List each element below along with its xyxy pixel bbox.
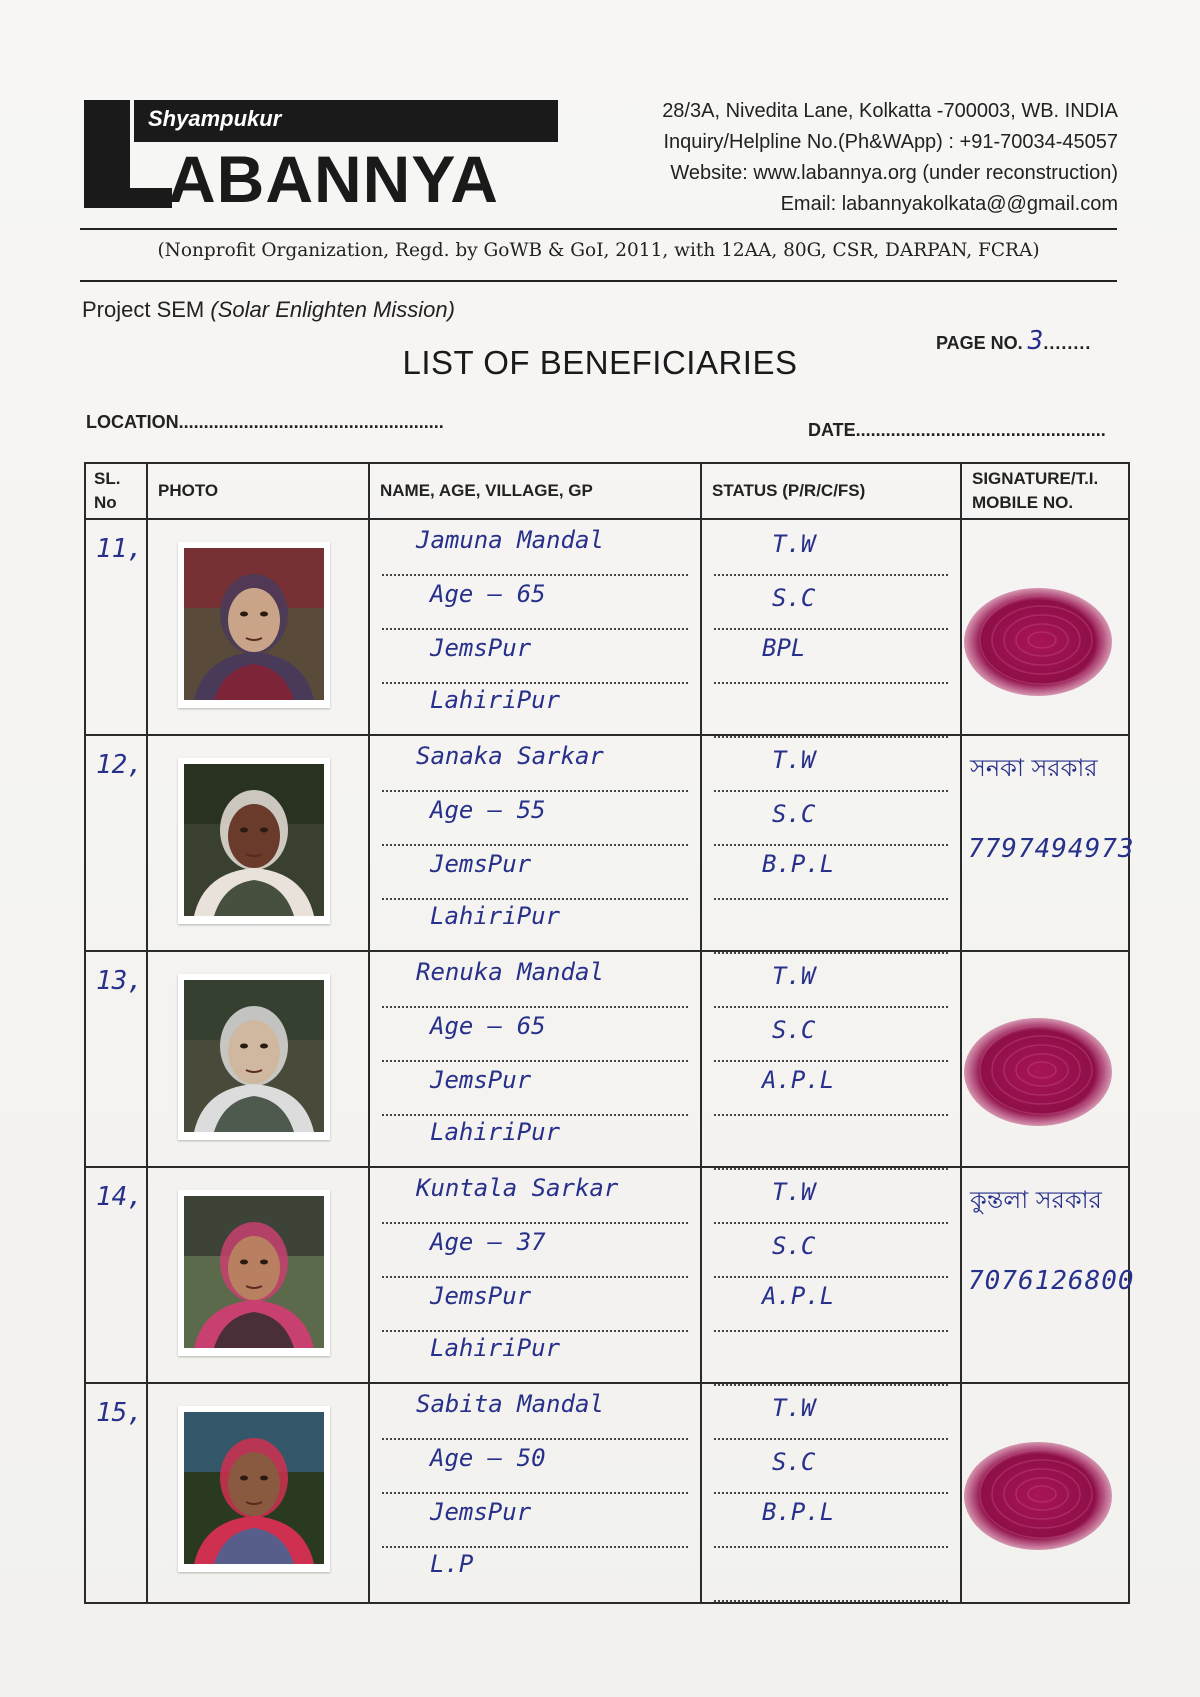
- name-lines: [370, 1384, 700, 1602]
- sl-cell: [85, 1167, 147, 1383]
- name-lines: [370, 736, 700, 950]
- status-lines: [702, 520, 960, 734]
- sl-cell: [85, 1383, 147, 1603]
- signature-cell: [961, 519, 1129, 735]
- name-lines: [370, 952, 700, 1166]
- location-blank: .....................................................: [178, 412, 444, 432]
- col-header-photo: PHOTO: [147, 463, 369, 519]
- name-cell: [369, 1167, 701, 1383]
- photo-image: [184, 980, 324, 1132]
- date-blank: ..................................................: [855, 420, 1106, 440]
- beneficiary-photo: [178, 974, 330, 1140]
- name-cell: [369, 951, 701, 1167]
- beneficiary-gp: LahiriPur: [430, 686, 561, 714]
- location-field: [86, 412, 444, 433]
- signature-cell: [961, 735, 1135, 951]
- beneficiary-village: JemsPur: [430, 1282, 532, 1310]
- helpline-line: Inquiry/Helpline No.(Ph&WApp) : +91-70034-45057: [663, 131, 1118, 153]
- photo-image: [184, 1412, 324, 1564]
- beneficiary-village: JemsPur: [430, 850, 532, 878]
- serial-number: 12,: [96, 750, 143, 780]
- beneficiary-name: Kuntala Sarkar: [416, 1174, 619, 1202]
- status-category: T.W: [772, 746, 816, 774]
- table-row: [85, 519, 1129, 735]
- beneficiary-name: Sabita Mandal: [416, 1390, 604, 1418]
- table-row: [85, 735, 1129, 951]
- status-cell: [701, 1383, 961, 1603]
- project-label: Project SEM: [82, 297, 205, 322]
- thumbprint-icon: [950, 580, 1120, 710]
- col-header-name: NAME, AGE, VILLAGE, GP: [369, 463, 701, 519]
- contact-address: [662, 96, 1118, 220]
- serial-number: 15,: [96, 1398, 143, 1428]
- mobile-number: 7076126800: [968, 1266, 1135, 1296]
- signature-cell: [961, 1383, 1129, 1603]
- page-number-label: PAGE NO.: [936, 333, 1023, 353]
- name-cell: [369, 1383, 701, 1603]
- beneficiary-age: Age — 65: [430, 580, 546, 608]
- beneficiary-gp: LahiriPur: [430, 902, 561, 930]
- sl-cell: [85, 735, 147, 951]
- status-economic: B.P.L: [762, 850, 835, 878]
- col-header-status: STATUS (P/R/C/FS): [701, 463, 961, 519]
- date-label: DATE: [808, 420, 856, 440]
- sl-cell: [85, 951, 147, 1167]
- beneficiary-photo: [178, 758, 330, 924]
- status-category: T.W: [772, 530, 816, 558]
- beneficiary-village: JemsPur: [430, 634, 532, 662]
- col-header-sl: SL. No: [85, 463, 147, 519]
- status-cell: [701, 519, 961, 735]
- beneficiary-gp: L.P: [430, 1550, 474, 1578]
- serial-number: 13,: [96, 966, 143, 996]
- page-number-dots: ........: [1043, 333, 1092, 353]
- thumbprint-icon: [950, 1434, 1120, 1564]
- status-lines: [702, 952, 960, 1166]
- date-field: [808, 420, 1106, 441]
- photo-image: [184, 548, 324, 700]
- beneficiary-age: Age — 55: [430, 796, 546, 824]
- portrait-icon: [184, 1412, 324, 1564]
- beneficiary-photo: [178, 1190, 330, 1356]
- logo-word: ABANNYA: [168, 142, 499, 216]
- signature-cell: [961, 951, 1129, 1167]
- status-cell: [701, 1167, 961, 1383]
- status-cell: [701, 735, 961, 951]
- photo-cell: [147, 735, 369, 951]
- beneficiary-photo: [178, 542, 330, 708]
- beneficiary-age: Age — 65: [430, 1012, 546, 1040]
- name-cell: [369, 735, 701, 951]
- address-line: 28/3A, Nivedita Lane, Kolkatta -700003, WB. INDIA: [662, 100, 1118, 122]
- beneficiary-village: JemsPur: [430, 1066, 532, 1094]
- website-line: Website: www.labannya.org (under reconstruction): [670, 162, 1118, 184]
- name-lines: [370, 520, 700, 734]
- photo-cell: [147, 951, 369, 1167]
- header-rule-top: [80, 228, 1117, 230]
- status-economic: A.P.L: [762, 1066, 835, 1094]
- status-category: T.W: [772, 1394, 816, 1422]
- status-economic: A.P.L: [762, 1282, 835, 1310]
- photo-cell: [147, 1383, 369, 1603]
- email-line: Email: labannyakolkata@@gmail.com: [780, 193, 1118, 215]
- beneficiary-gp: LahiriPur: [430, 1334, 561, 1362]
- portrait-icon: [184, 1196, 324, 1348]
- signature-text: কুন্তলা সরকার: [970, 1186, 1102, 1214]
- status-lines: [702, 1168, 960, 1382]
- status-economic: BPL: [762, 634, 806, 662]
- status-category: T.W: [772, 1178, 816, 1206]
- beneficiary-name: Renuka Mandal: [416, 958, 604, 986]
- status-lines: [702, 1384, 960, 1602]
- portrait-icon: [184, 548, 324, 700]
- status-economic: B.P.L: [762, 1498, 835, 1526]
- photo-cell: [147, 1167, 369, 1383]
- status-caste: S.C: [772, 584, 816, 612]
- photo-cell: [147, 519, 369, 735]
- beneficiary-photo: [178, 1406, 330, 1572]
- serial-number: 14,: [96, 1182, 143, 1212]
- status-cell: [701, 951, 961, 1167]
- portrait-icon: [184, 980, 324, 1132]
- header-rule-bottom: [80, 280, 1117, 282]
- photo-image: [184, 764, 324, 916]
- status-caste: S.C: [772, 1016, 816, 1044]
- thumbprint-icon: [950, 1010, 1120, 1140]
- beneficiary-village: JemsPur: [430, 1498, 532, 1526]
- table-row: [85, 1383, 1129, 1603]
- status-caste: S.C: [772, 1448, 816, 1476]
- beneficiary-name: Jamuna Mandal: [416, 526, 604, 554]
- name-lines: [370, 1168, 700, 1382]
- project-heading: [82, 297, 455, 323]
- table-row: [85, 951, 1129, 1167]
- photo-image: [184, 1196, 324, 1348]
- logo-tagline: Shyampukur: [148, 106, 282, 131]
- beneficiary-name: Sanaka Sarkar: [416, 742, 604, 770]
- portrait-icon: [184, 764, 324, 916]
- mobile-number: 7797494973: [968, 834, 1135, 864]
- labannya-logo: [84, 96, 562, 214]
- name-cell: [369, 519, 701, 735]
- status-category: T.W: [772, 962, 816, 990]
- beneficiary-age: Age — 37: [430, 1228, 546, 1256]
- col-header-signature: SIGNATURE/T.I. MOBILE NO.: [961, 463, 1129, 519]
- beneficiary-gp: LahiriPur: [430, 1118, 561, 1146]
- signature-text: সনকা সরকার: [970, 754, 1098, 782]
- logo-letter-l-foot: [84, 188, 172, 208]
- table-header-row: [85, 463, 1129, 519]
- sl-cell: [85, 519, 147, 735]
- table-row: [85, 1167, 1129, 1383]
- beneficiary-table: [84, 462, 1135, 1604]
- serial-number: 11,: [96, 534, 143, 564]
- status-caste: S.C: [772, 1232, 816, 1260]
- project-subtitle: (Solar Enlighten Mission): [210, 297, 455, 322]
- signature-cell: [961, 1167, 1135, 1383]
- page-number-value: 3: [1027, 326, 1044, 356]
- location-label: LOCATION: [86, 412, 179, 432]
- page-title: LIST OF BENEFICIARIES: [402, 344, 798, 381]
- status-caste: S.C: [772, 800, 816, 828]
- status-lines: [702, 736, 960, 950]
- registration-note: (Nonprofit Organization, Regd. by GoWB & GoI, 2011, with 12AA, 80G, CSR, DARPAN, FCRA): [157, 240, 1040, 261]
- beneficiary-age: Age — 50: [430, 1444, 546, 1472]
